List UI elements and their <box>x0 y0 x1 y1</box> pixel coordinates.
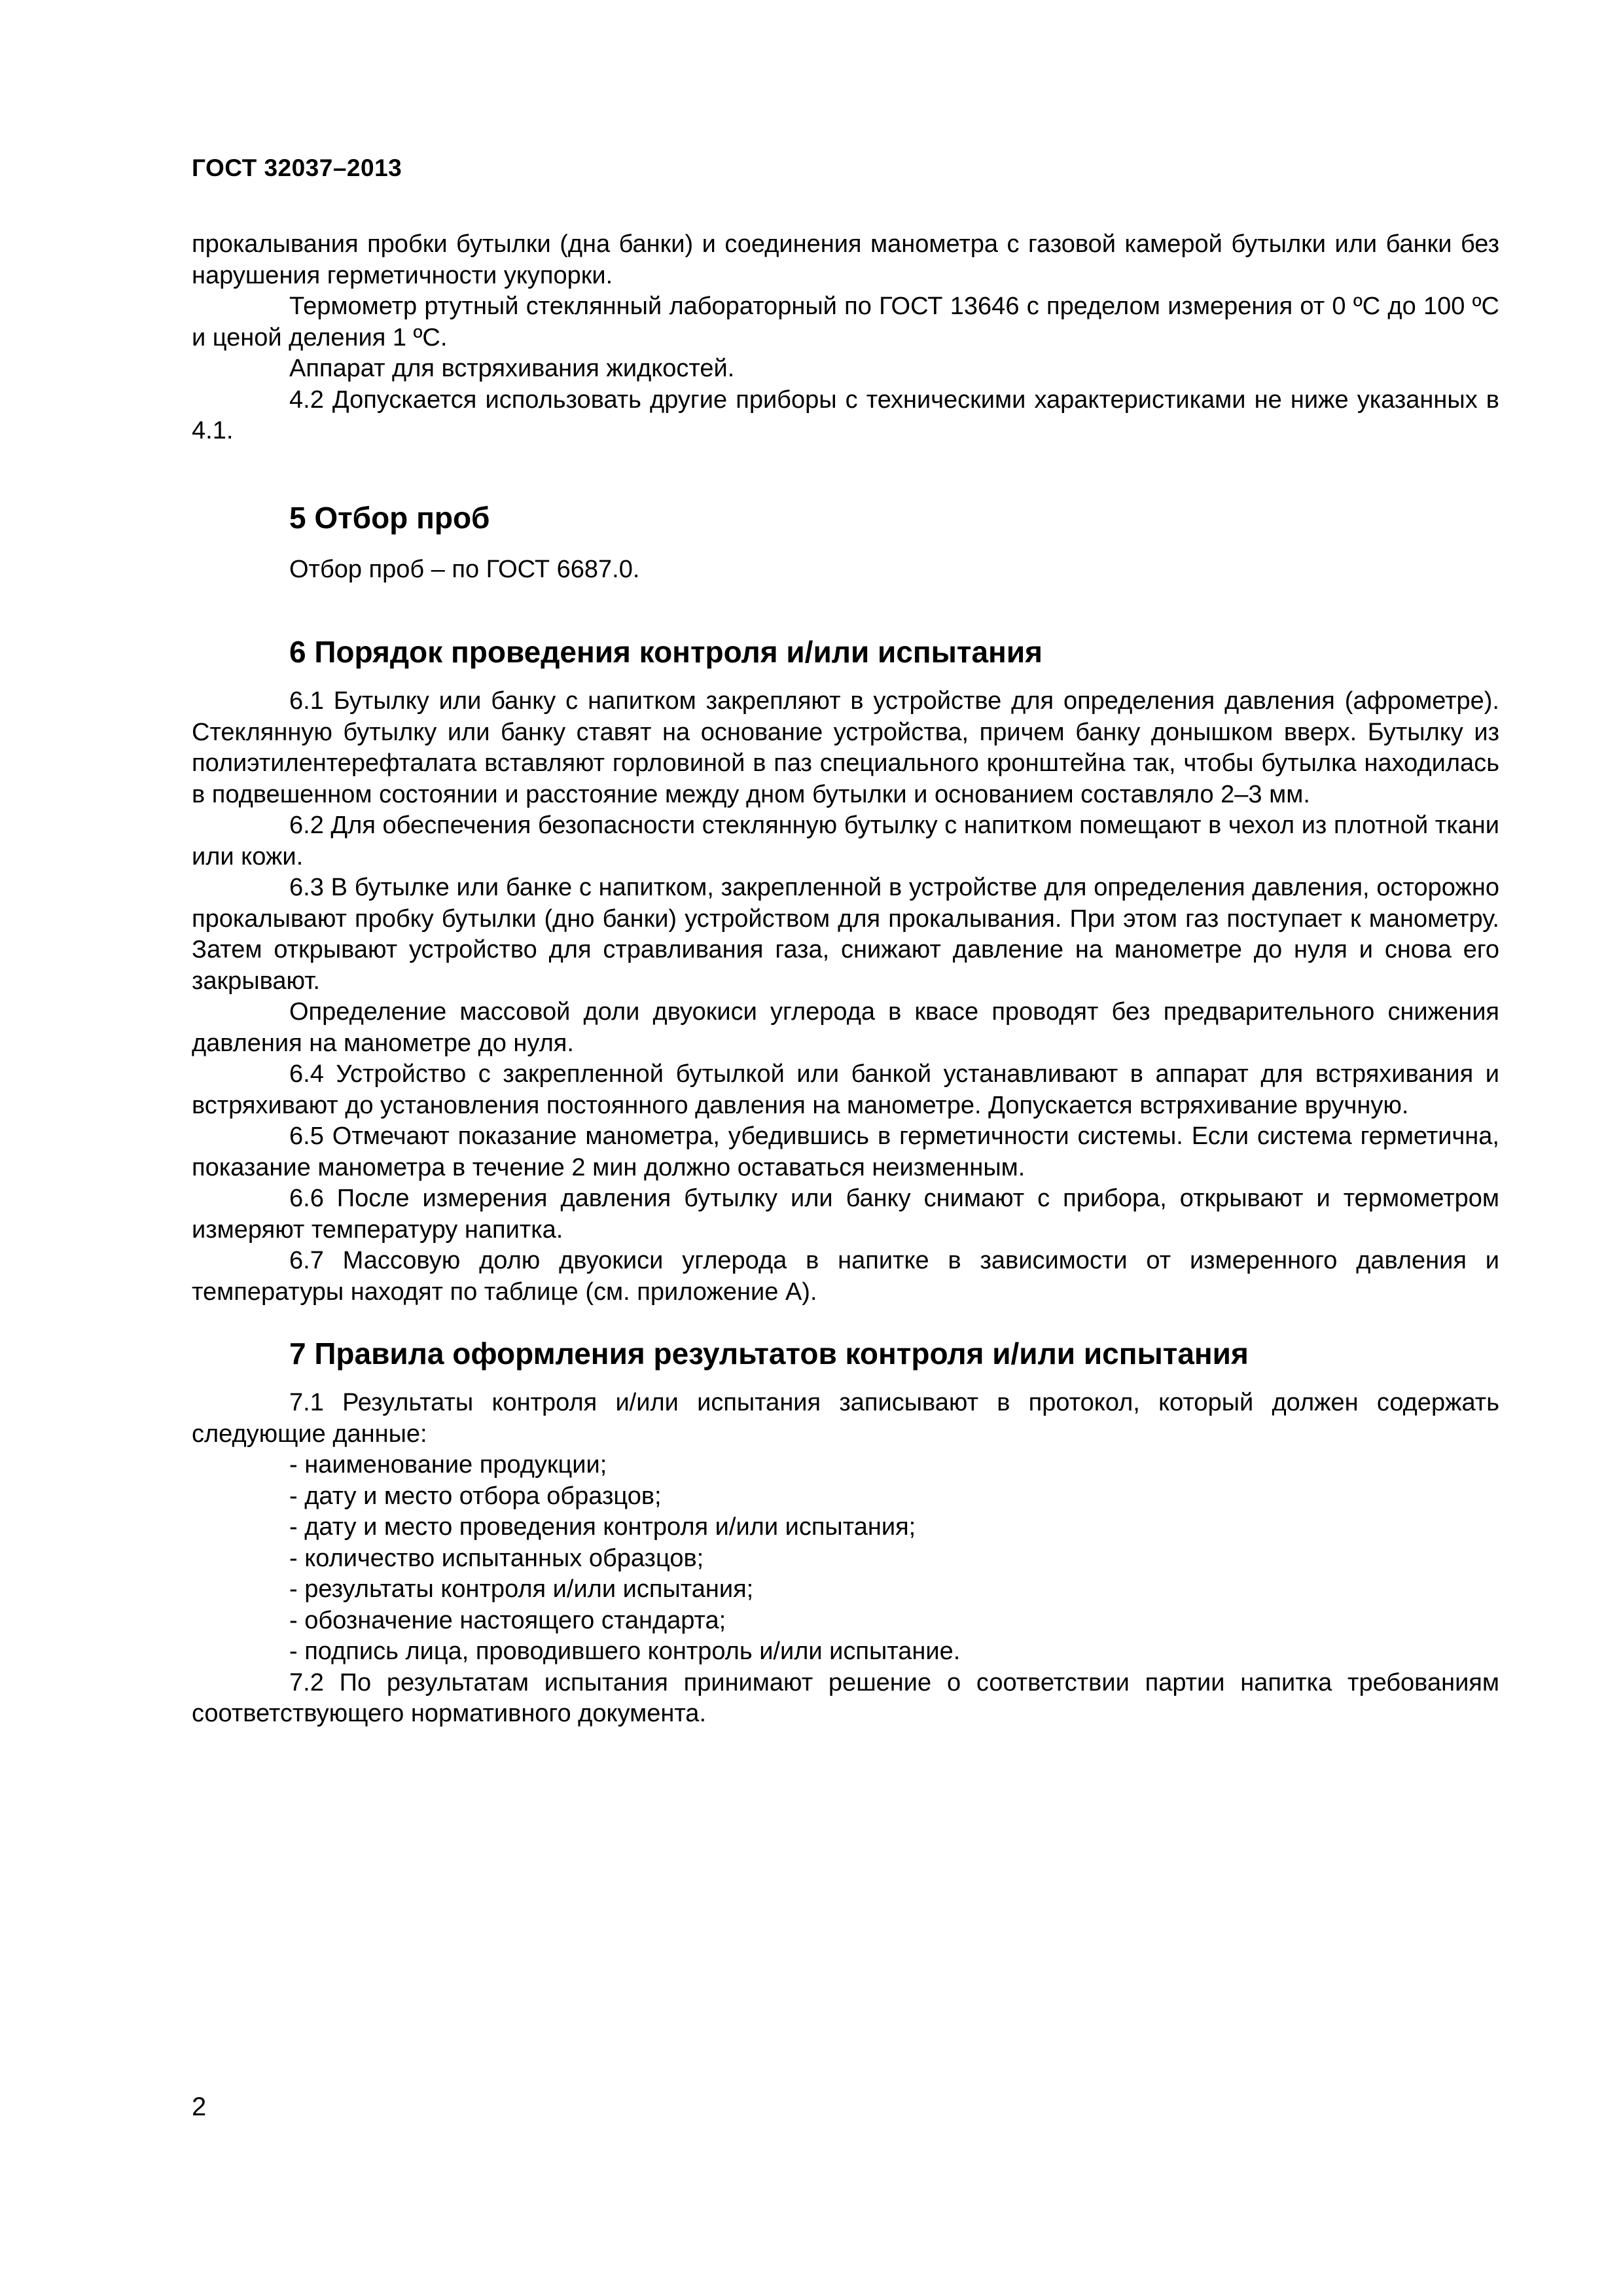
paragraph: Отбор проб – по ГОСТ 6687.0. <box>289 555 640 583</box>
section-heading-5: 5 Отбор проб <box>289 500 490 535</box>
paragraph: Аппарат для встряхивания жидкостей. <box>289 355 735 382</box>
paragraph: 6.7 Массовую долю двуокиси углерода в напитке в зависимости от измеренного давления и температуры находят по таблице (см. приложение А). <box>192 1247 1499 1306</box>
list-item: - дату и место проведения контроля и/или испытания; <box>289 1513 916 1541</box>
page-number: 2 <box>192 2092 207 2121</box>
section-heading-7: 7 Правила оформления результатов контроля и/или испытания <box>289 1336 1249 1371</box>
document-body <box>192 229 1499 1730</box>
list-item: - результаты контроля и/или испытания; <box>289 1575 754 1603</box>
paragraph: 6.1 Бутылку или банку с напитком закрепляют в устройстве для определения давления (афрометре). Стеклянную бутылку или банку ставят на основание устройства, причем банку донышком вверх. Бутылку из полиэтилентерефталата вставляют горловиной в паз специального кронштейна так, чтобы бутылка находилась в подвешенном состоянии и расстояние между дном бутылки и основанием составляло 2–3 мм. <box>192 687 1499 808</box>
requirements-list <box>192 1450 1499 1668</box>
paragraph: 6.6 После измерения давления бутылку или банку снимают с прибора, открывают и термометром измеряют температуру напитка. <box>192 1185 1499 1244</box>
paragraph: прокалывания пробки бутылки (дна банки) и соединения манометра с газовой камерой бутылки или банки без нарушения герметичности укупорки. <box>192 230 1499 289</box>
list-item: - наименование продукции; <box>289 1451 607 1479</box>
list-item: - дату и место отбора образцов; <box>289 1482 662 1510</box>
paragraph: 7.2 По результатам испытания принимают решение о соответствии партии напитка требованиям соответствующего нормативного документа. <box>192 1668 1499 1727</box>
paragraph: Определение массовой доли двуокиси углерода в квасе проводят без предварительного снижения давления на манометре до нуля. <box>192 998 1499 1057</box>
list-item: - количество испытанных образцов; <box>289 1544 704 1572</box>
paragraph: Термометр ртутный стеклянный лабораторный по ГОСТ 13646 с пределом измерения от 0 ºС до 100 ºС и ценой деления 1 ºС. <box>192 293 1499 351</box>
paragraph: 6.4 Устройство с закрепленной бутылкой или банкой устанавливают в аппарат для встряхивания и встряхивают до установления постоянного давления на манометре. Допускается встряхивание вручную. <box>192 1060 1499 1119</box>
paragraph: 4.2 Допускается использовать другие приборы с техническими характеристиками не ниже указанных в 4.1. <box>192 386 1499 444</box>
paragraph: 7.1 Результаты контроля и/или испытания записывают в протокол, который должен содержать следующие данные: <box>192 1389 1499 1448</box>
list-item: - подпись лица, проводившего контроль и/или испытание. <box>289 1638 961 1665</box>
section-heading-6: 6 Порядок проведения контроля и/или испытания <box>289 635 1043 669</box>
paragraph: 6.3 В бутылке или банке с напитком, закрепленной в устройстве для определения давления, осторожно прокалывают пробку бутылки (дно банки) устройством для прокалывания. При этом газ поступает к манометру. Затем открывают устройство для стравливания газа, снижают давление на манометре до нуля и снова его закрывают. <box>192 874 1499 995</box>
paragraph: 6.5 Отмечают показание манометра, убедившись в герметичности системы. Если система герметична, показание манометра в течение 2 мин должно оставаться неизменным. <box>192 1122 1499 1181</box>
paragraph: 6.2 Для обеспечения безопасности стеклянную бутылку с напитком помещают в чехол из плотной ткани или кожи. <box>192 812 1499 870</box>
document-code: ГОСТ 32037–2013 <box>192 154 402 181</box>
list-item: - обозначение настоящего стандарта; <box>289 1606 726 1634</box>
